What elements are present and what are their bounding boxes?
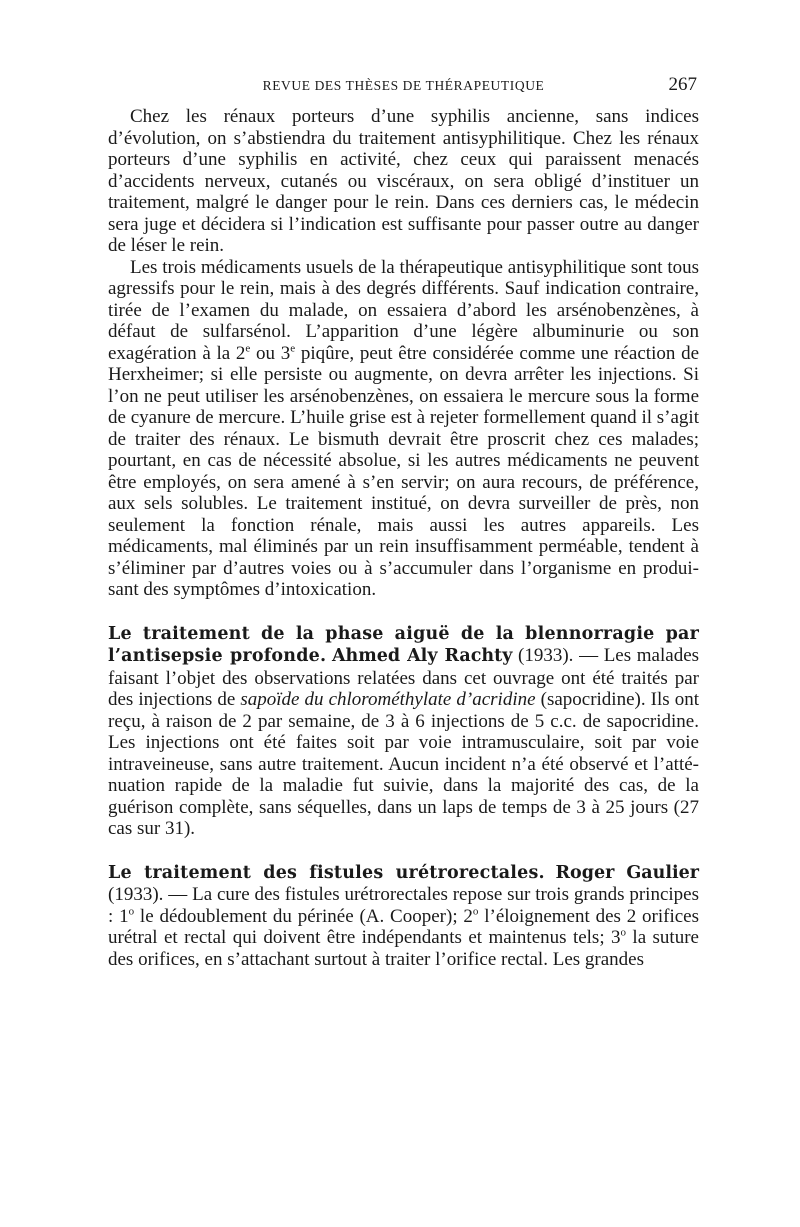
section-fistules-author: Roger Gaulier: [555, 862, 699, 883]
section-fistules-text: Le traitement des fistules urétrorectales. Roger Gaulier (1933). — La cure des fistules urétrorectales repose sur trois grands principes : 1$^o$ le dédoublement du périnée (A. Cooper); 2$^o$ l’éloignement des 2 orifices urétral et rectal qui doivent être indépendants et maintenus tels; 3$^o$ la suture des orifices, en s’attachant surtout à traiter l’orifice rectal. Les grandes: [108, 862, 700, 970]
page-number: 267: [668, 74, 697, 95]
document-page: [108, 74, 699, 970]
running-head: [108, 74, 699, 98]
section-fistules: [108, 862, 699, 971]
section-blennorragie-heading: Le traitement de la phase aiguë de la blennorragie par l’antisepsie profonde.: [108, 623, 699, 666]
running-head-title: REVUE DES THÈSES DE THÉRAPEUTIQUE: [262, 78, 545, 93]
paragraph-medications: Les trois médicaments usuels de la thérapeutique antisyphilitique sont tous agressifs pour le rein, mais à des degrés différents. Sauf indication contraire, tirée de l’examen du malade, on essaiera d’abord les arsénobenzènes, à défaut de sulfarsénol. L’apparition d’une légère albuminurie ou son exagération à la 2e ou 3e piqûre, peut être considérée comme une réaction de Herxheimer; si elle persiste ou augmente, on devra arrêter les injections. Si l’on ne peut utiliser les arsénobenzènes, on essaiera le mercure sous la forme de cyanure de mercure. L’huile grise est à rejeter formellement quand il s’agit de traiter des rénaux. Le bismuth devrait être proscrit chez ces malades; pourtant, en cas de nécessité absolue, si les autres médicaments ne peuvent être employés, on sera amené à s’en servir; on aura recours, de préférence, aux sels solubles. Le traitement institué, on devra surveiller de près, non seulement la fonction rénale, mais aussi les autres appareils. Les médicaments, mal éliminés par un rein insuffisamment perméable, tendent à s’éliminer par d’autres voies ou à s’accumuler dans l’organisme en produisant des symptômes d’intoxication.: [108, 256, 700, 600]
section-blennorragie: [108, 623, 699, 840]
section-blennorragie-italic-term: sapoïde du chlorométhylate d’acridine: [240, 689, 536, 710]
paragraph-syphilis-renal: Chez les rénaux porteurs d’une syphilis ancienne, sans indices d’évolution, on s’abstiendra du traitement antisyphilitique. Chez les rénaux porteurs d’une syphilis en activité, chez ceux qui paraissent menacés d’accidents nerveux, cutanés ou viscéraux, on sera obligé d’instituer un traitement, malgré le danger pour le rein. Dans ces derniers cas, le médecin sera juge et décidera si l’indication est suffisante pour passer outre au danger de léser le rein.: [108, 106, 699, 256]
section-blennorragie-year: (1933).: [518, 645, 574, 666]
section-blennorragie-text: Le traitement de la phase aiguë de la blennorragie par l’antisepsie profonde. Ahmed Aly Rachty (1933). — Les malades faisant l’objet des observations relatées dans cet ouvrage ont été traités par des injections de sapoïde du chlorométhylate d’acridine (sapocridine). Ils ont reçu, à raison de 2 par semaine, de 3 à 6 injections de 5 c.c. de sapocridine. Les injections ont été faites soit par voie intramusculaire, soit par voie intraveineuse, sans autre traitement. Aucun incident n’a été observé et l’atténuation rapide de la maladie fut suivie, dans la majorité des cas, de la guérison complète, sans séquelles, dans un laps de temps de 3 à 25 jours (27 cas sur 31).: [108, 623, 700, 839]
section-blennorragie-author: Ahmed Aly Rachty: [331, 646, 513, 666]
section-fistules-heading: Le traitement des fistules urétrorectales.: [108, 862, 545, 883]
